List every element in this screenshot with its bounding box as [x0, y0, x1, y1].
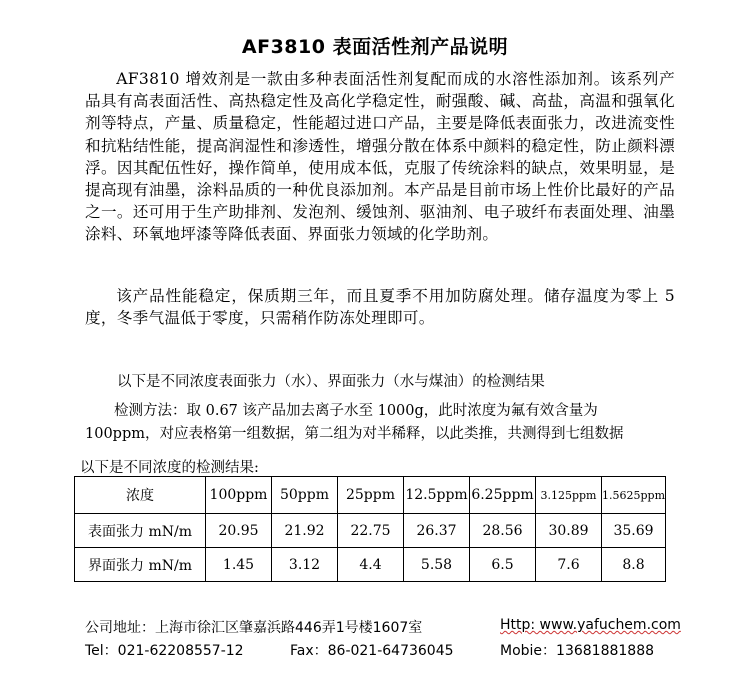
table-row — [75, 548, 666, 582]
mobile-text: Mobie：13681881888 — [500, 643, 655, 659]
website-text: Http: www.yafuchem.com — [500, 617, 681, 633]
value-cell: 28.56 — [470, 514, 536, 548]
value-cell: 26.37 — [404, 514, 470, 548]
company-address: 公司地址：上海市徐汇区肇嘉浜路446弄1号楼1607室 — [85, 620, 423, 636]
concentration-cell: 50ppm — [272, 477, 338, 514]
value-cell: 35.69 — [602, 514, 666, 548]
value-cell: 20.95 — [206, 514, 272, 548]
concentration-cell: 100ppm — [206, 477, 272, 514]
results-section-heading: 以下是不同浓度表面张力（水）、界面张力（水与煤油）的检测结果 — [117, 374, 545, 390]
fax-text: Fax：86-021-64736045 — [290, 643, 454, 659]
footer-line-1 — [85, 617, 685, 639]
value-cell: 5.58 — [404, 548, 470, 582]
intro-paragraph: AF3810 增效剂是一款由多种表面活性剂复配而成的水溶性添加剂。该系列产品具有高表面活性、高热稳定性及高化学稳定性，耐强酸、碱、高盐，高温和强氧化剂等特点，产量、质量稳定，性能超过进口产品，主要是降低表面张力，改进流变性和抗粘结性能，提高润湿性和渗透性，增强分散在体系中颜料的稳定性，防止颜料漂浮。因其配伍性好，操作简单，使用成本低，克服了传统涂料的缺点，效果明显，是提高现有油墨，涂料品质的一种优良添加剂。本产品是目前市场上性价比最好的产品之一。还可用于生产助排剂、发泡剂、缓蚀剂、驱油剂、电子玻纤布表面处理、油墨涂料、环氧地坪漆等降低表面、界面张力领域的化学助剂。 — [85, 70, 675, 244]
document-title: AF3810 表面活性剂产品说明 — [241, 36, 509, 58]
concentration-cell: 3.125ppm — [536, 477, 602, 514]
value-cell: 8.8 — [602, 548, 666, 582]
value-cell: 4.4 — [338, 548, 404, 582]
value-cell: 3.12 — [272, 548, 338, 582]
telephone-text: Tel：021-62208557-12 — [85, 643, 244, 659]
row-label-cell: 表面张力 mN/m — [75, 514, 206, 548]
concentration-cell: 25ppm — [338, 477, 404, 514]
value-cell: 30.89 — [536, 514, 602, 548]
table-row — [75, 514, 666, 548]
value-cell: 7.6 — [536, 548, 602, 582]
storage-paragraph: 该产品性能稳定，保质期三年，而且夏季不用加防腐处理。储存温度为零上 5 度，冬季气温低于零度，只需稍作防冻处理即可。 — [85, 287, 675, 328]
value-cell: 1.45 — [206, 548, 272, 582]
row-label-cell: 界面张力 mN/m — [75, 548, 206, 582]
footer-line-2 — [85, 640, 685, 662]
value-cell: 22.75 — [338, 514, 404, 548]
value-cell: 6.5 — [470, 548, 536, 582]
concentration-cell: 12.5ppm — [404, 477, 470, 514]
header-label-cell: 浓度 — [75, 477, 206, 514]
test-method-text: 检测方法：取 0.67 该产品加去离子水至 1000g，此时浓度为氟有效含量为 100ppm，对应表格第一组数据，第二组为对半稀释，以此类推，共测得到七组数据 — [85, 403, 624, 442]
table-caption: 以下是不同浓度的检测结果: — [80, 460, 259, 476]
concentration-cell: 1.5625ppm — [602, 477, 666, 514]
concentration-cell: 6.25ppm — [470, 477, 536, 514]
results-table — [74, 476, 666, 582]
value-cell: 21.92 — [272, 514, 338, 548]
table-header-row — [75, 477, 666, 514]
